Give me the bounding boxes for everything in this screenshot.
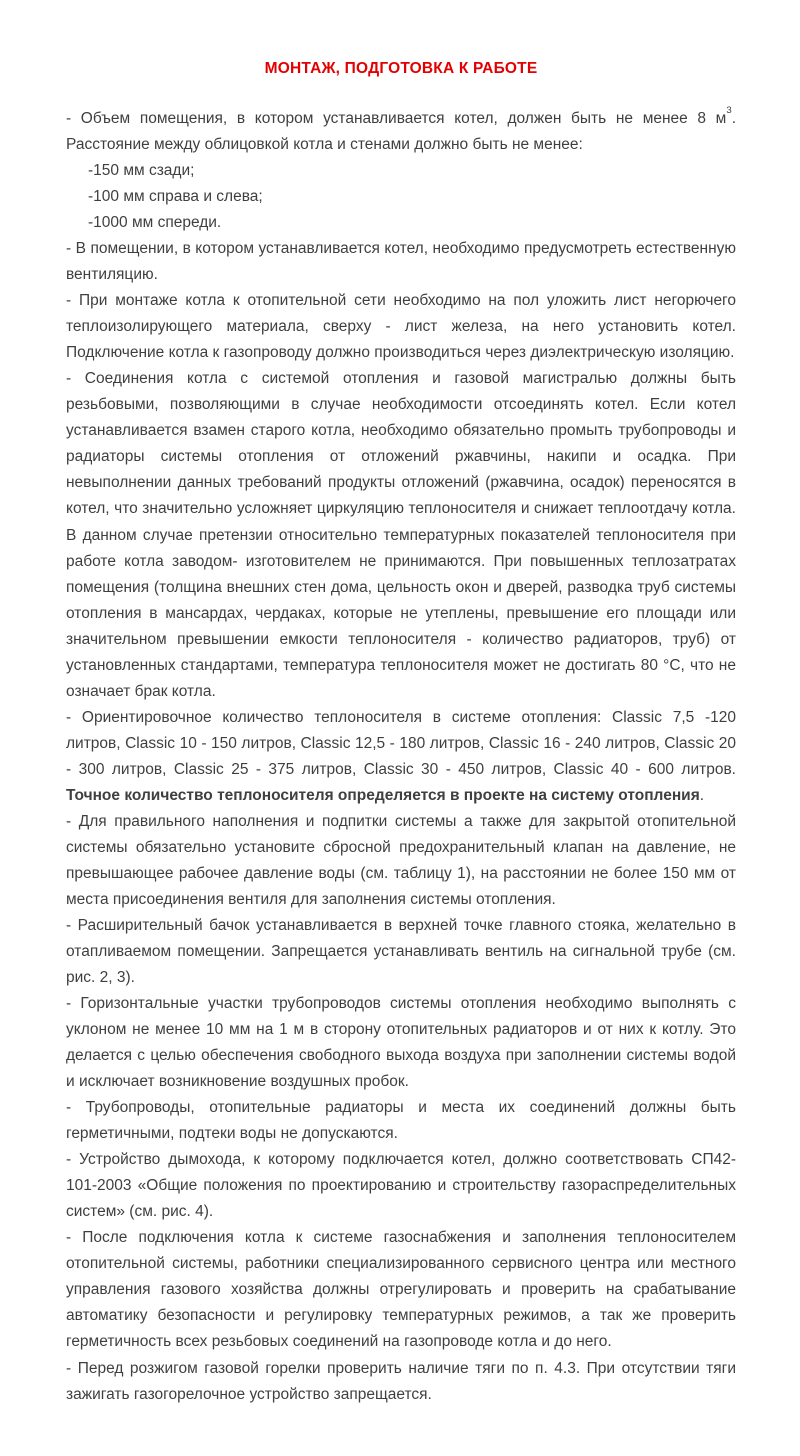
paragraph-horizontal-sections: - Горизонтальные участки трубопроводов системы отопления необходимо выполнять с уклоном не менее 10 мм на 1 м в сторону отопительных радиаторов и от них к котлу. Это делается с целью обеспечения свободного выхода воздуха при заполнении системы водой и исключает возникновение воздушных пробок. xyxy=(66,995,736,1091)
paragraph-after-connection: - После подключения котла к системе газоснабжения и заполнения теплоносителем отопительной системы, работники специализированного сервисного центра или местного управления газового хозяйства должны отрегулировать и проверить на срабатывание автоматику безопасности и регулировку температурных режимов, а так же проверить герметичность всех резьбовых соединений на газопроводе котла и до него. xyxy=(66,1229,736,1351)
paragraph-text: . xyxy=(699,786,705,804)
paragraph-text: - Объем помещения, в котором устанавливается котел, должен быть не менее 8 м xyxy=(66,110,727,127)
clearance-item-front: -1000 мм спереди. xyxy=(88,214,222,232)
page-title: МОНТАЖ, ПОДГОТОВКА К РАБОТЕ xyxy=(264,60,538,77)
paragraph-mounting: - При монтаже котла к отопительной сети необходимо на пол уложить лист негорючего теплоизолирующего материала, сверху - лист железа, на него установить котел. Подключение котла к газопроводу должно производиться через диэлектрическую изоляцию. xyxy=(66,292,736,362)
clearance-list xyxy=(66,158,736,236)
paragraph-text: - Ориентировочное количество теплоносителя в системе отопления: Classic 7,5 -120 литров, Classic 10 - 150 литров, Classic 12,5 - 180 литров, Classic 16 - 240 литров, Classic 20 - 300 литров, Classic 25 - 375 литров, Classic 30 - 450 литров, Classic 40 - 600 литров. xyxy=(66,708,736,778)
paragraph-chimney: - Устройство дымохода, к которому подключается котел, должно соответствовать СП42- 101-2003 «Общие положения по проектированию и строительству газораспределительных систем» (см. рис. 4). xyxy=(66,1151,736,1221)
paragraph-room-volume xyxy=(66,106,736,158)
paragraph-coolant-volume xyxy=(66,705,736,809)
paragraph-before-ignition: - Перед розжигом газовой горелки проверить наличие тяги по п. 4.3. При отсутствии тяги зажигать газогорелочное устройство запрещается. xyxy=(66,1359,736,1403)
paragraph-text: . Расстояние между облицовкой котла и стенами должно быть не менее: xyxy=(66,110,736,154)
clearance-item-sides: -100 мм справа и слева; xyxy=(88,188,263,206)
paragraph-connections: - Соединения котла с системой отопления и газовой магистралью должны быть резьбовыми, позволяющими в случае необходимости отсоединять котел. Если котел устанавливается взамен старого котла, необходимо обязательно промыть трубопроводы и радиаторы системы отопления от отложений ржавчины, накипи и осадка. При невыполнении данных требований продукты отложений (ржавчина, осадок) переносятся в котел, что значительно усложняет циркуляцию теплоносителя и снижает теплоотдачу котла. В данном случае претензии относительно температурных показателей теплоносителя при работе котла заводом- изготовителем не принимаются. При повышенных теплозатратах помещения (толщина внешних стен дома, цельность окон и дверей, разводка труб системы отопления в мансардах, чердаках, которые не утеплены, превышение его площади или значительном превышении емкости теплоносителя - количество радиаторов, труб) от установленных стандартами, температура теплоносителя может не достигать 80 °С, что не означает брак котла. xyxy=(66,370,736,700)
paragraph-tightness: - Трубопроводы, отопительные радиаторы и места их соединений должны быть герметичными, подтеки воды не допускаются. xyxy=(66,1099,736,1143)
paragraph-filling-valve: - Для правильного наполнения и подпитки системы а также для закрытой отопительной системы обязательно установите сбросной предохранительный клапан на давление, не превышающее рабочее давление воды (см. таблицу 1), на расстоянии не более 150 мм от места присоединения вентиля для заполнения системы отопления. xyxy=(66,812,736,908)
superscript-cubed: 3 xyxy=(726,104,732,116)
paragraph-expansion-tank: - Расширительный бачок устанавливается в верхней точке главного стояка, желательно в отапливаемом помещении. Запрещается устанавливать вентиль на сигнальной трубе (см. рис. 2, 3). xyxy=(66,916,736,987)
paragraph-ventilation: - В помещении, в котором устанавливается котел, необходимо предусмотреть естественную вентиляцию. xyxy=(66,240,736,284)
paragraph-text-bold: Точное количество теплоносителя определяется в проекте на систему отопления xyxy=(66,786,700,804)
clearance-item-rear: -150 мм сзади; xyxy=(88,162,195,180)
